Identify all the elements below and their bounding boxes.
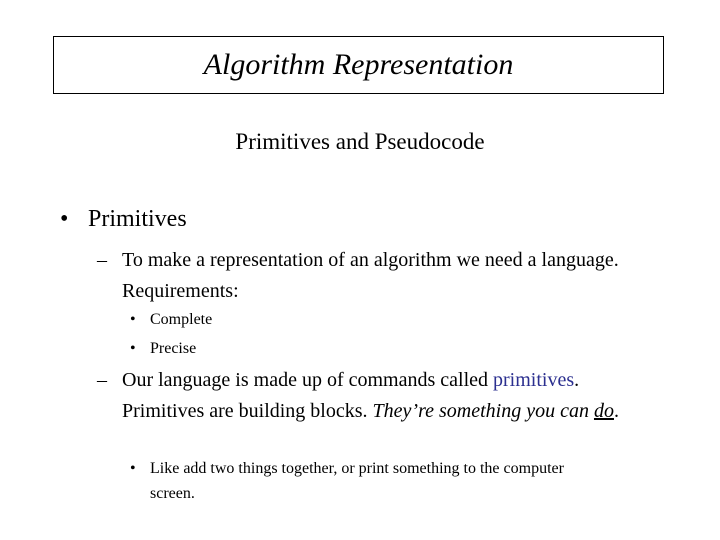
requirement-complete (130, 307, 630, 332)
text-part: . Primitives are building blocks. (122, 369, 580, 422)
sub-bullet-text (122, 365, 627, 427)
dot-marker: • (130, 311, 136, 328)
slide-subtitle: Primitives and Pseudocode (235, 129, 485, 154)
bullet-primitives (60, 205, 187, 234)
sub-bullet-representation (97, 245, 637, 307)
requirement-text: Complete (150, 311, 213, 328)
text-part: . (613, 400, 619, 422)
requirement-precise (130, 336, 630, 361)
italic-phrase: They’re something you can (372, 400, 594, 422)
primitives-term: primitives (493, 369, 575, 391)
dash-marker: – (97, 369, 107, 391)
title-box (53, 36, 664, 94)
sub-bullet-text: To make a representation of an algorithm we need a language. Requirements: (122, 249, 619, 302)
example-bullet (130, 456, 610, 506)
requirement-text: Precise (150, 340, 197, 357)
sub-bullet-language (97, 365, 627, 427)
dot-marker: • (130, 460, 136, 477)
bullet-marker: • (60, 206, 69, 232)
bullet-label: Primitives (88, 206, 187, 232)
slide-title: Algorithm Representation (203, 48, 514, 81)
example-text: Like add two things together, or print something to the computer screen. (150, 460, 564, 502)
dash-marker: – (97, 249, 107, 271)
dot-marker: • (130, 340, 136, 357)
text-part: Our language is made up of commands called (122, 369, 493, 391)
do-emphasis: do (593, 400, 614, 422)
